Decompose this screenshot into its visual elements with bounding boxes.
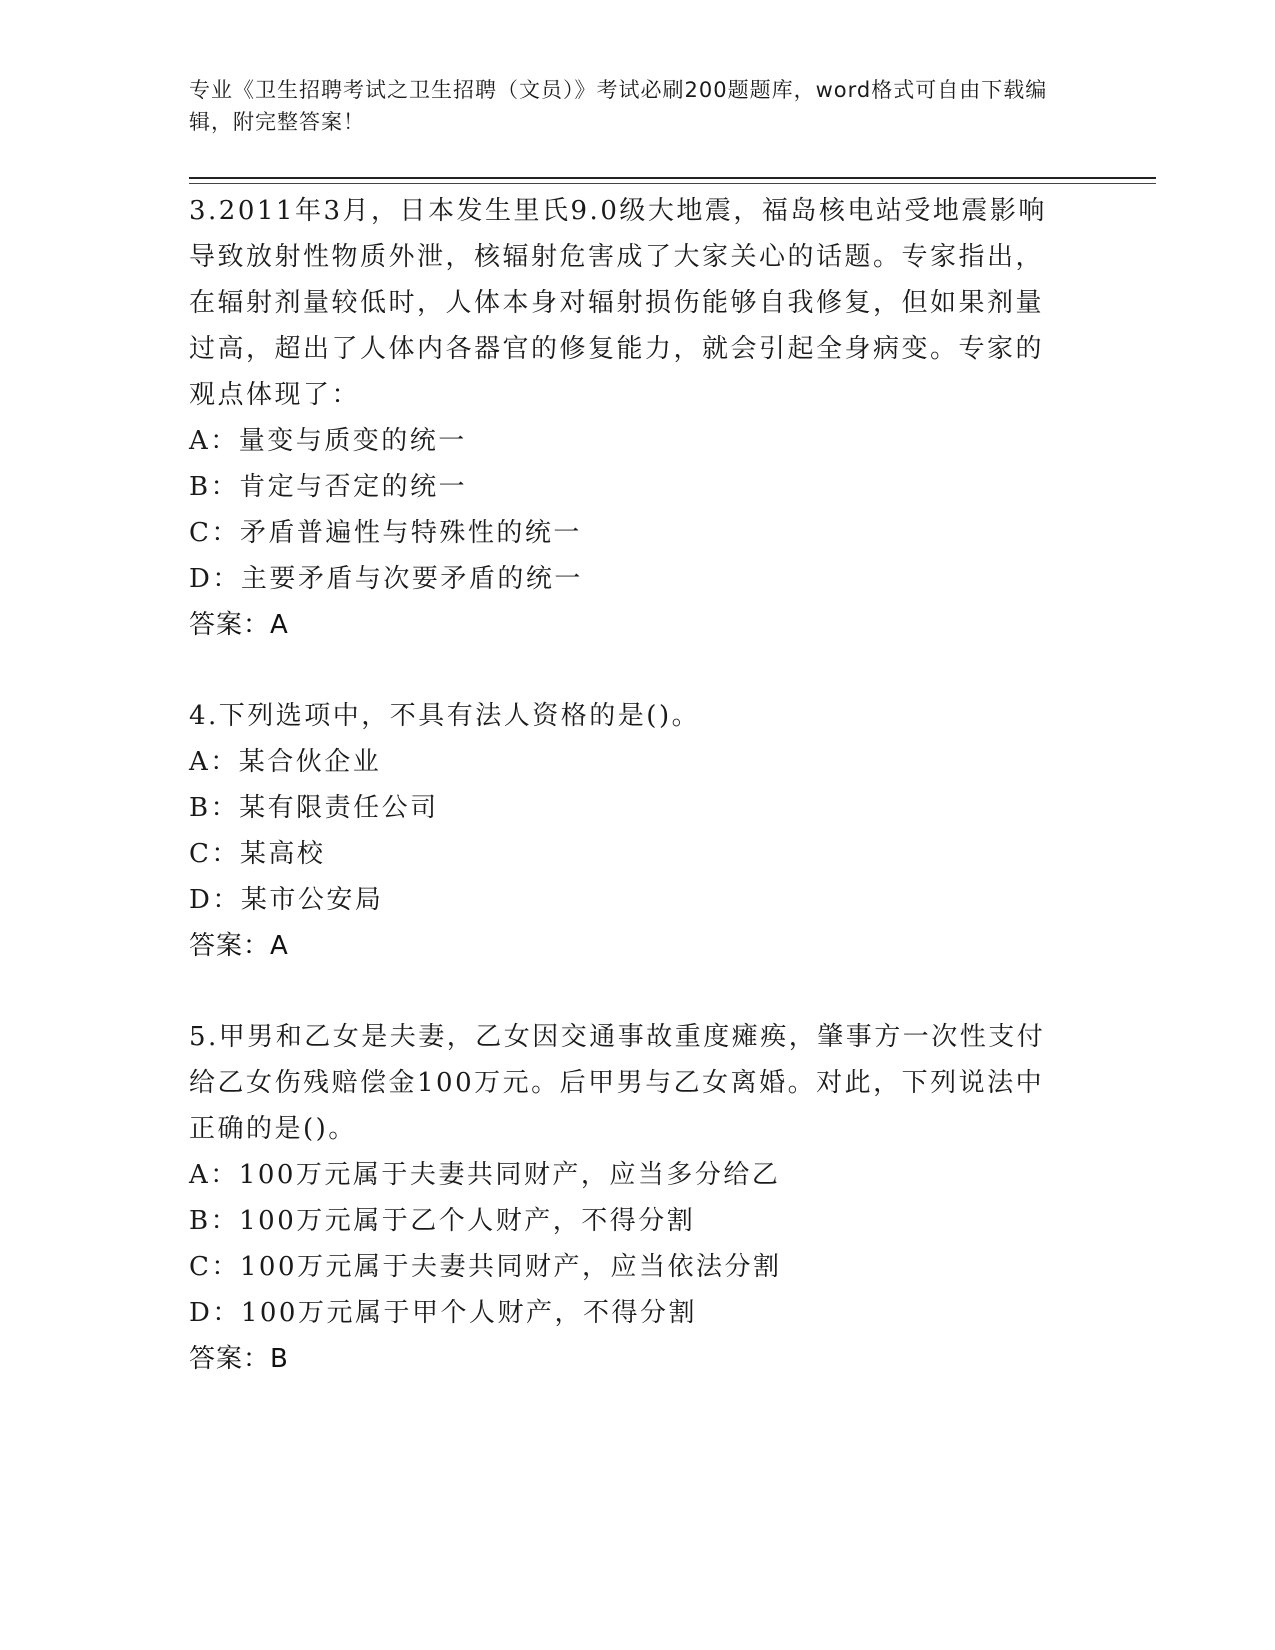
header-divider-thin <box>189 183 1156 184</box>
option-c: C：100万元属于夫妻共同财产，应当依法分割 <box>189 1252 782 1282</box>
option-b: B：肯定与否定的统一 <box>189 472 468 502</box>
question-list <box>189 188 1069 1382</box>
answer: 答案：B <box>189 1344 289 1374</box>
question-stem: 4.下列选项中，不具有法人资格的是()。 <box>189 701 701 731</box>
document-header: 专业《卫生招聘考试之卫生招聘（文员）》考试必刷200题题库，word格式可自由下载编辑，附完整答案！ <box>189 78 1048 134</box>
option-d: D：100万元属于甲个人财产，不得分割 <box>189 1298 697 1328</box>
option-d: D：某市公安局 <box>189 885 384 915</box>
question-5 <box>189 1014 1069 1382</box>
question-stem: 3.2011年3月，日本发生里氏9.0级大地震，福岛核电站受地震影响导致放射性物质外泄，核辐射危害成了大家关心的话题。专家指出，在辐射剂量较低时，人体本身对辐射损伤能够自我修复，但如果剂量过高，超出了人体内各器官的修复能力，就会引起全身病变。专家的观点体现了： <box>189 196 1047 410</box>
question-spacer <box>189 648 1069 693</box>
header-divider-thick <box>189 177 1156 179</box>
option-c: C：某高校 <box>189 839 326 869</box>
option-a: A：量变与质变的统一 <box>189 426 467 456</box>
answer: 答案：A <box>189 931 289 961</box>
option-b: B：100万元属于乙个人财产，不得分割 <box>189 1206 696 1236</box>
question-stem: 5.甲男和乙女是夫妻，乙女因交通事故重度瘫痪，肇事方一次性支付给乙女伤残赔偿金100万元。后甲男与乙女离婚。对此，下列说法中正确的是()。 <box>189 1022 1046 1144</box>
option-b: B：某有限责任公司 <box>189 793 439 823</box>
option-d: D：主要矛盾与次要矛盾的统一 <box>189 564 583 594</box>
option-c: C：矛盾普遍性与特殊性的统一 <box>189 518 582 548</box>
option-a: A：100万元属于夫妻共同财产，应当多分给乙 <box>189 1160 781 1190</box>
question-4 <box>189 693 1069 969</box>
question-3 <box>189 188 1069 648</box>
answer: 答案：A <box>189 610 289 640</box>
option-a: A：某合伙企业 <box>189 747 382 777</box>
question-spacer <box>189 969 1069 1014</box>
